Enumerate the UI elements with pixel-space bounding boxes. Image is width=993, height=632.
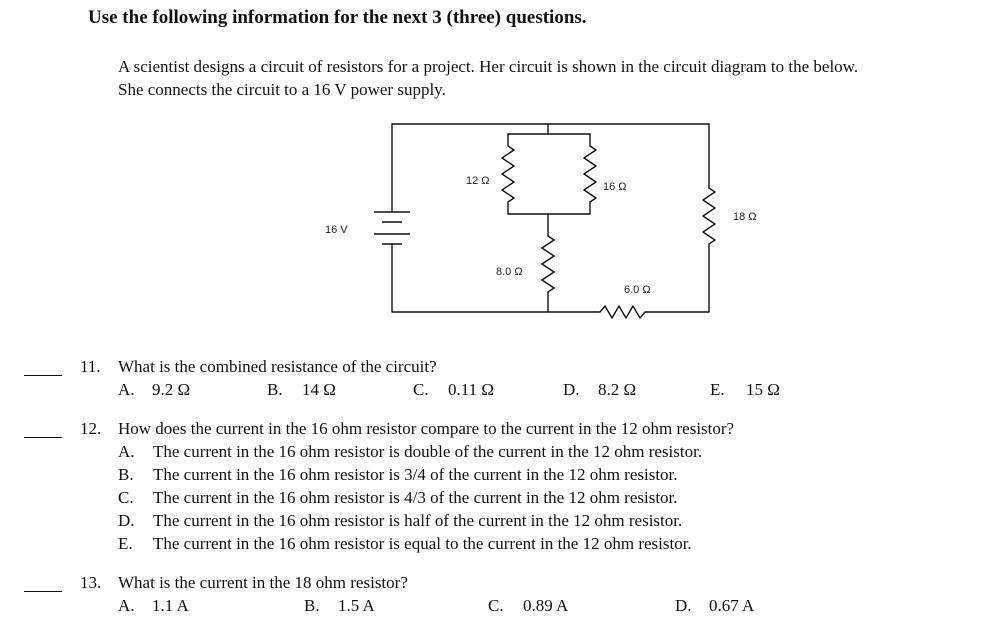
q11-option-a-letter: A. bbox=[118, 380, 135, 399]
q12-option-d: The current in the 16 ohm resistor is half of the current in the 12 ohm resistor. bbox=[153, 511, 683, 530]
q12-option-b: The current in the 16 ohm resistor is 3/4 of the current in the 12 ohm resistor. bbox=[153, 465, 678, 484]
q13-option-b-letter: B. bbox=[304, 596, 320, 615]
q12-option-c: The current in the 16 ohm resistor is 4/3 of the current in the 12 ohm resistor. bbox=[153, 488, 678, 507]
q12-option-d-letter: D. bbox=[118, 511, 135, 530]
q13-option-c: 0.89 A bbox=[523, 596, 569, 615]
q13-option-a: 1.1 A bbox=[152, 596, 189, 615]
q11-option-e-letter: E. bbox=[710, 380, 725, 399]
r8-label: 8.0 Ω bbox=[496, 266, 523, 278]
question-number-13: 13. bbox=[80, 573, 102, 592]
q13-option-b: 1.5 A bbox=[338, 596, 375, 615]
q13-option-d: 0.67 A bbox=[709, 596, 755, 615]
q12-option-c-letter: C. bbox=[118, 488, 134, 507]
r18-label: 18 Ω bbox=[733, 211, 757, 223]
q11-option-d: 8.2 Ω bbox=[598, 380, 637, 399]
q12-option-a: The current in the 16 ohm resistor is double of the current in the 12 ohm resistor. bbox=[153, 442, 703, 461]
q11-option-c-letter: C. bbox=[413, 380, 429, 399]
q11-option-a: 9.2 Ω bbox=[152, 380, 191, 399]
answer-blank-12[interactable] bbox=[24, 437, 62, 438]
q11-option-e: 15 Ω bbox=[746, 380, 780, 399]
section-heading: Use the following information for the next 3 (three) questions. bbox=[88, 7, 587, 28]
q13-option-a-letter: A. bbox=[118, 596, 135, 615]
q12-option-b-letter: B. bbox=[118, 465, 134, 484]
answer-blank-13[interactable] bbox=[24, 591, 62, 592]
q12-option-a-letter: A. bbox=[118, 442, 135, 461]
battery-label: 16 V bbox=[325, 224, 348, 236]
q11-option-c: 0.11 Ω bbox=[448, 380, 495, 399]
intro-line-1: A scientist designs a circuit of resistors for a project. Her circuit is shown in the circuit diagram to the below. bbox=[118, 57, 859, 76]
question-text-13: What is the current in the 18 ohm resistor? bbox=[118, 573, 408, 592]
q11-option-d-letter: D. bbox=[563, 380, 580, 399]
q11-option-b: 14 Ω bbox=[302, 380, 336, 399]
q12-option-e: The current in the 16 ohm resistor is equal to the current in the 12 ohm resistor. bbox=[153, 534, 692, 553]
intro-line-2: She connects the circuit to a 16 V power supply. bbox=[118, 80, 446, 99]
question-text-12: How does the current in the 16 ohm resistor compare to the current in the 12 ohm resistor? bbox=[118, 419, 735, 438]
q13-option-d-letter: D. bbox=[675, 596, 692, 615]
r6-label: 6.0 Ω bbox=[624, 284, 651, 296]
question-number-11: 11. bbox=[80, 357, 101, 376]
question-number-12: 12. bbox=[80, 419, 102, 438]
q11-option-b-letter: B. bbox=[267, 380, 283, 399]
r16-label: 16 Ω bbox=[603, 181, 627, 193]
answer-blank-11[interactable] bbox=[24, 375, 62, 376]
question-text-11: What is the combined resistance of the circuit? bbox=[118, 357, 437, 376]
q13-option-c-letter: C. bbox=[488, 596, 504, 615]
q12-option-e-letter: E. bbox=[118, 534, 133, 553]
r12-label: 12 Ω bbox=[466, 175, 490, 187]
